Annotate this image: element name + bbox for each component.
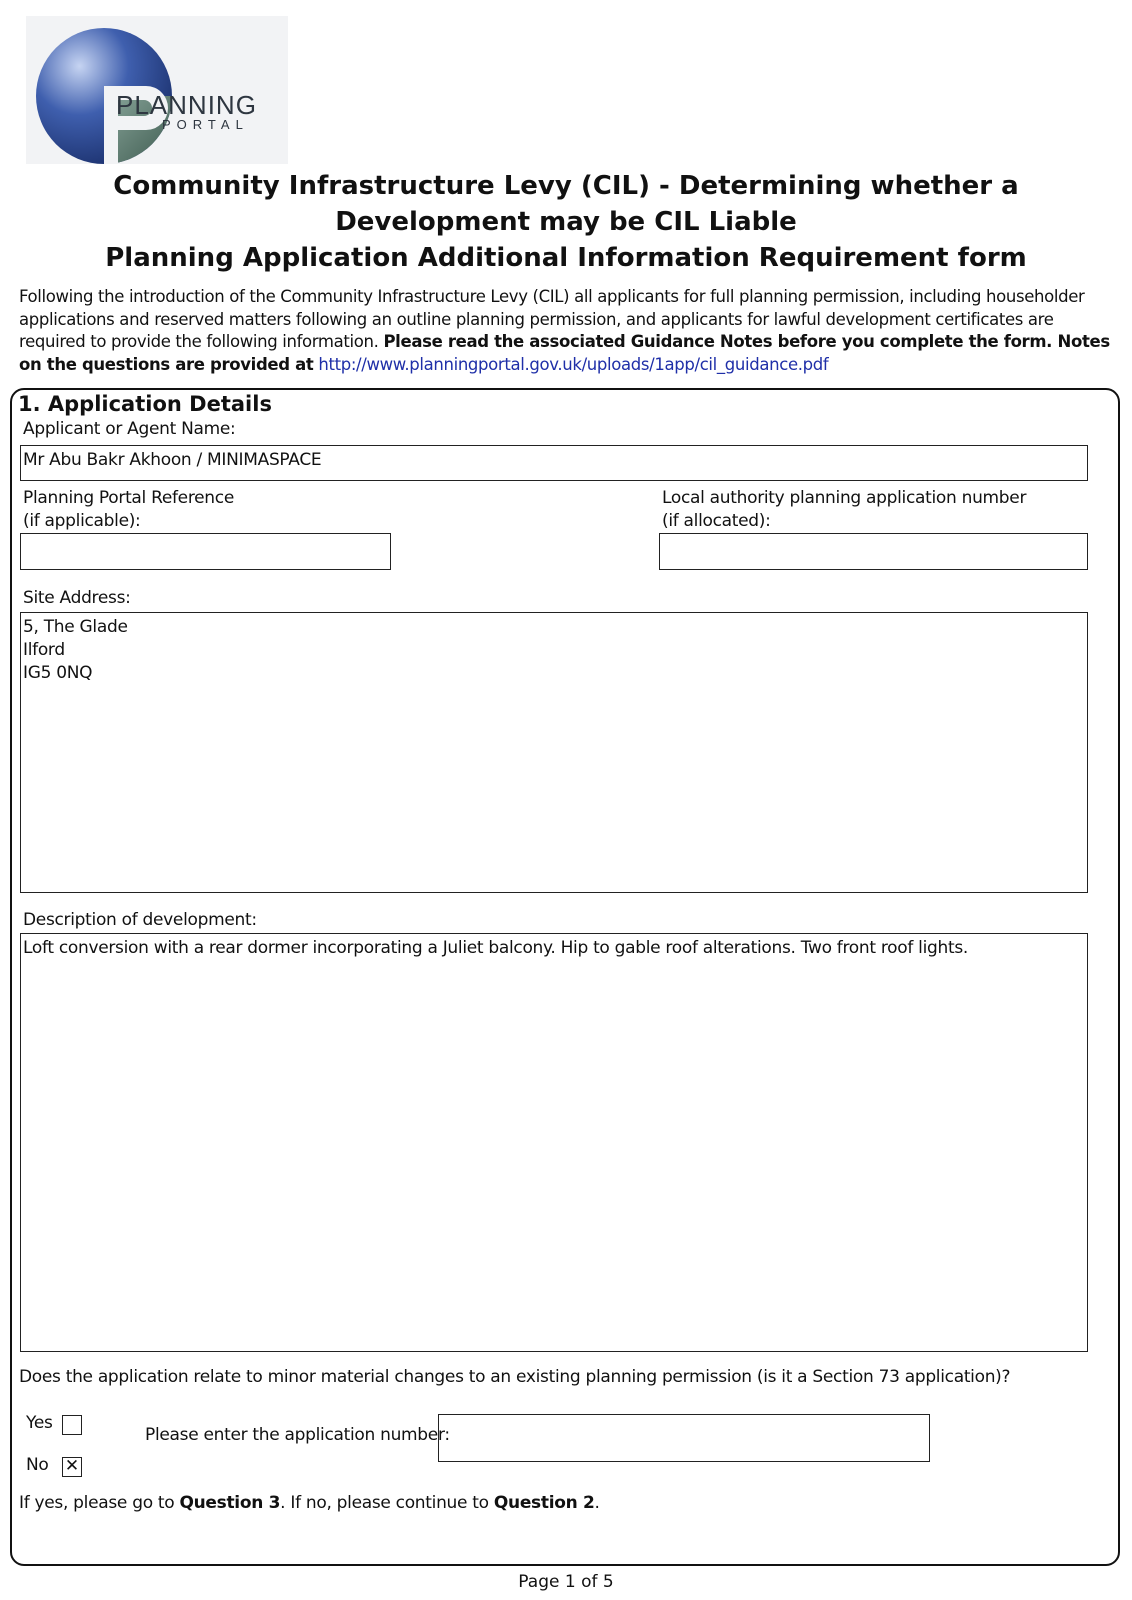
- description-field[interactable]: Loft conversion with a rear dormer incorporating a Juliet balcony. Hip to gable roof alterations. Two front roof lights.: [20, 933, 1088, 1352]
- intro-text: Following the introduction of the Community Infrastructure Levy (CIL) all applicants for full planning permission, including householder applications and reserved matters following an outline planning permission, and applicants for lawful development certificates are required to provide the following information.: [19, 287, 1085, 351]
- guidance-link[interactable]: http://www.planningportal.gov.uk/uploads/1app/cil_guidance.pdf: [318, 354, 829, 374]
- section73-question: Does the application relate to minor material changes to an existing planning permission (is it a Section 73 application)?: [19, 1367, 1011, 1387]
- intro-paragraph: [19, 286, 1114, 376]
- page-number: Page 1 of 5: [518, 1572, 614, 1592]
- form-title-line-2: Development may be CIL Liable: [335, 207, 797, 237]
- instruction-question-2: Question 2: [493, 1493, 595, 1513]
- site-address-field[interactable]: 5, The Glade Ilford IG5 0NQ: [20, 612, 1088, 893]
- yes-checkbox[interactable]: [62, 1415, 82, 1435]
- instruction-part-2: . If no, please continue to: [280, 1493, 494, 1513]
- form-title-line-3: Planning Application Additional Information Requirement form: [105, 243, 1027, 273]
- applicant-name-field[interactable]: Mr Abu Bakr Akhoon / MINIMASPACE: [20, 445, 1088, 481]
- form-title-line-1: Community Infrastructure Levy (CIL) - Determining whether a: [113, 171, 1019, 201]
- instruction-part-1: If yes, please go to: [19, 1493, 180, 1513]
- app-number-label: Please enter the application number:: [145, 1425, 450, 1445]
- portal-ref-field[interactable]: [20, 533, 391, 570]
- logo-word-portal: PORTAL: [162, 117, 249, 132]
- instruction-question-3: Question 3: [179, 1493, 281, 1513]
- site-address-label: Site Address:: [23, 588, 131, 608]
- la-number-label-line-1: Local authority planning application number: [662, 488, 1027, 508]
- instruction-part-3: .: [594, 1493, 600, 1513]
- description-label: Description of development:: [23, 910, 257, 930]
- section-title: 1. Application Details: [18, 392, 272, 416]
- la-number-label: [662, 487, 1026, 533]
- portal-ref-label-line-2: (if applicable):: [23, 511, 141, 531]
- app-number-field[interactable]: [438, 1414, 930, 1462]
- yes-label: Yes: [26, 1413, 53, 1433]
- la-number-label-line-2: (if allocated):: [662, 511, 771, 531]
- planning-portal-logo: [26, 16, 288, 164]
- intro-bold-text: Please read the associated Guidance Notes before you complete the form. Notes on the questions are provided at: [19, 332, 1110, 374]
- form-title: [0, 168, 1132, 276]
- portal-ref-label-line-1: Planning Portal Reference: [23, 488, 234, 508]
- portal-ref-label: [23, 487, 234, 533]
- la-number-field[interactable]: [659, 533, 1088, 570]
- no-checkbox[interactable]: ✕: [62, 1457, 82, 1477]
- section73-instruction: [19, 1492, 600, 1515]
- applicant-label: Applicant or Agent Name:: [23, 419, 236, 439]
- no-label: No: [26, 1455, 49, 1475]
- logo-word-planning: PLANNING: [116, 90, 257, 120]
